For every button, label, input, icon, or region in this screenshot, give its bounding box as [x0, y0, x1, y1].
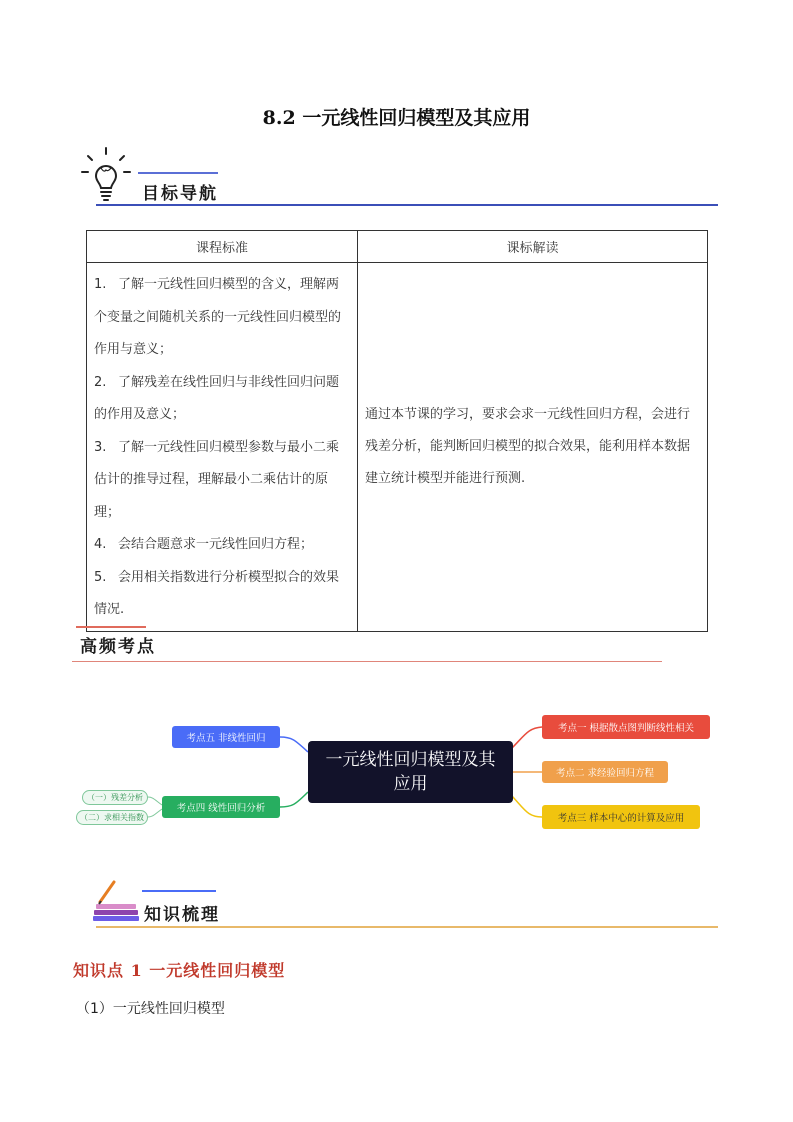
list-item: 2. 了解残差在线性回归与非线性回归问题的作用及意义； [94, 374, 340, 422]
high-freq-title: 高频考点 [80, 637, 156, 657]
mindmap-node-topic-1: 考点一 根据散点图判断线性相关 [542, 715, 710, 739]
goal-nav-banner [80, 146, 720, 210]
standards-cell [87, 263, 358, 632]
lightbulb-icon [80, 146, 132, 206]
table-header-standard: 课程标准 [87, 231, 358, 263]
mindmap-node-topic-2: 考点二 求经验回归方程 [542, 761, 668, 783]
knowledge-point-title: 知识点 1 一元线性回归模型 [73, 961, 286, 980]
page-title: 8.2 一元线性回归模型及其应用 [262, 107, 531, 129]
books-pencil-icon [92, 880, 142, 924]
goal-nav-title: 目标导航 [142, 184, 218, 204]
mindmap-node-topic-3: 考点三 样本中心的计算及应用 [542, 805, 700, 829]
mindmap-node-topic-5: 考点五 非线性回归 [172, 726, 280, 748]
curriculum-table [86, 230, 708, 632]
knowledge-title: 知识梳理 [144, 905, 220, 925]
mindmap-center-node: 一元线性回归模型及其 应用 [308, 741, 513, 803]
knowledge-point-subtitle: （1）一元线性回归模型 [76, 1001, 225, 1017]
high-freq-banner [72, 624, 672, 666]
interpretation-cell: 通过本节课的学习，要求会求一元线性回归方程，会进行残差分析，能判断回归模型的拟合效果，能利用样本数据建立统计模型并能进行预测. [358, 263, 708, 632]
list-item: 3. 了解一元线性回归模型参数与最小二乘估计的推导过程，理解最小二乘估计的原理； [94, 439, 340, 520]
mindmap-subnode-correlation: （二）求相关指数 [76, 810, 148, 825]
mindmap-node-topic-4: 考点四 线性回归分析 [162, 796, 280, 818]
list-item: 4. 会结合题意求一元线性回归方程； [94, 537, 314, 552]
list-item: 1. 了解一元线性回归模型的含义，理解两个变量之间随机关系的一元线性回归模型的作用与意义； [94, 277, 342, 357]
table-header-interpretation: 课标解读 [358, 231, 708, 263]
list-item: 5. 会用相关指数进行分析模型拟合的效果情况. [94, 569, 340, 617]
knowledge-banner [92, 880, 722, 932]
mindmap-subnode-residual: （一）残差分析 [82, 790, 148, 805]
